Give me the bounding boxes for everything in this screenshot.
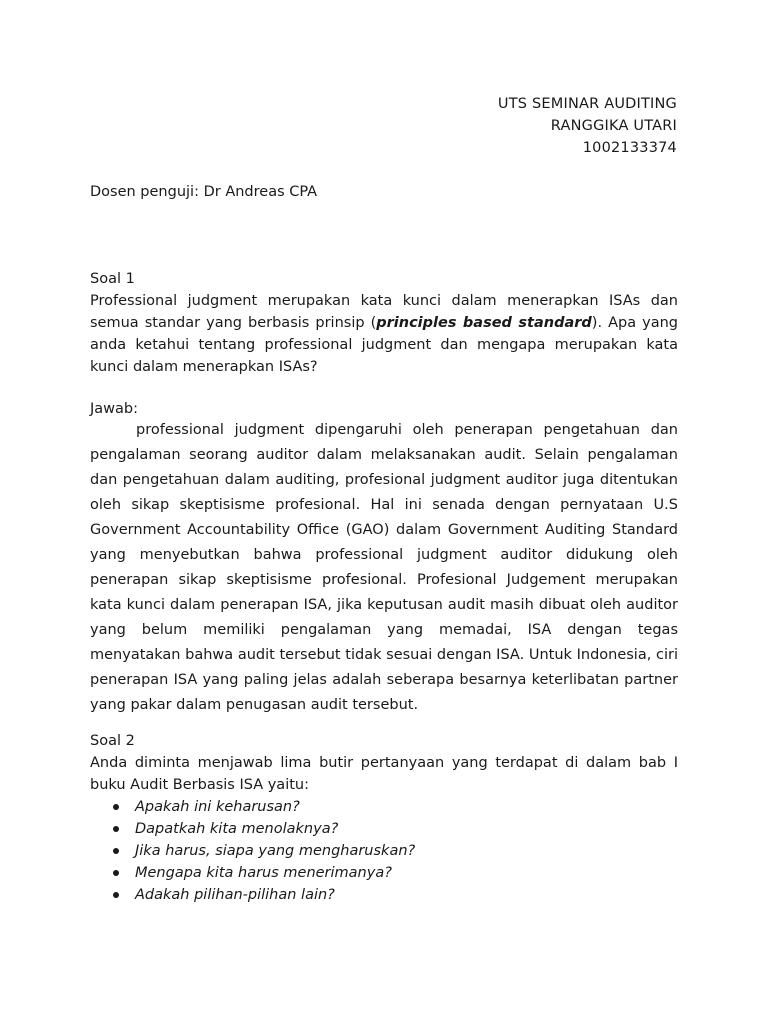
question-1-part-1: Professional judgment merupakan kata kunci dalam menerapkan ISAs dan semua standar yang berbasis prinsip ( — [90, 293, 678, 331]
bullet-icon — [113, 870, 119, 876]
list-item-text: Mengapa kita harus menerimanya? — [135, 865, 392, 881]
examiner-line — [90, 181, 678, 203]
bullet-icon — [113, 804, 119, 810]
question-2-list — [90, 796, 678, 906]
question-1-text — [90, 290, 678, 378]
student-id: 1002133374 — [582, 140, 677, 156]
question-2-text: Anda diminta menjawab lima butir pertanyaan yang terdapat di dalam bab I buku Audit Berbasis ISA yaitu: — [90, 755, 678, 793]
list-item — [90, 862, 678, 884]
question-1-heading: Soal 1 — [90, 271, 135, 287]
answer-heading: Jawab: — [90, 401, 138, 417]
examiner-name: Dr Andreas CPA — [203, 184, 318, 200]
list-item — [90, 884, 678, 906]
list-item-text: Dapatkah kita menolaknya? — [135, 821, 339, 837]
document-header — [498, 93, 677, 159]
list-item-text: Jika harus, siapa yang mengharuskan? — [135, 843, 416, 859]
list-item — [90, 818, 678, 840]
question-1-emphasis: principles based standard — [376, 315, 592, 331]
list-item — [90, 796, 678, 818]
list-item-text: Apakah ini keharusan? — [135, 799, 300, 815]
question-1-part-2: ). Apa yang anda ketahui tentang professional judgment dan mengapa merupakan kata kunci dalam menerapkan ISAs? — [90, 315, 679, 375]
list-item-text: Adakah pilihan-pilihan lain? — [135, 887, 335, 903]
exam-title: UTS SEMINAR AUDITING — [497, 96, 677, 112]
bullet-icon — [113, 848, 119, 854]
student-name: RANGGIKA UTARI — [550, 118, 677, 134]
examiner-label: Dosen penguji: — [90, 184, 199, 200]
list-item — [90, 840, 678, 862]
question-2-heading: Soal 2 — [90, 733, 135, 749]
bullet-icon — [113, 826, 119, 832]
bullet-icon — [113, 892, 119, 898]
answer-paragraph: professional judgment dipengaruhi oleh penerapan pengetahuan dan pengalaman seorang auditor dalam melaksanakan audit. Selain pengalaman dan pengetahuan dalam auditing, profesional judgment auditor juga ditentukan oleh sikap skeptisisme profesional. Hal ini senada dengan pernyataan U.S Government Accountability Office (GAO) dalam Government Auditing Standard yang menyebutkan bahwa professional judgment auditor didukung oleh penerapan sikap skeptisisme profesional. Profesional Judgement merupakan kata kunci dalam penerapan ISA, jika keputusan audit masih dibuat oleh auditor yang belum memiliki pengalaman yang memadai, ISA dengan tegas menyatakan bahwa audit tersebut tidak sesuai dengan ISA. Untuk Indonesia, ciri penerapan ISA yang paling jelas adalah seberapa besarnya keterlibatan partner yang pakar dalam penugasan audit tersebut. — [90, 422, 678, 713]
